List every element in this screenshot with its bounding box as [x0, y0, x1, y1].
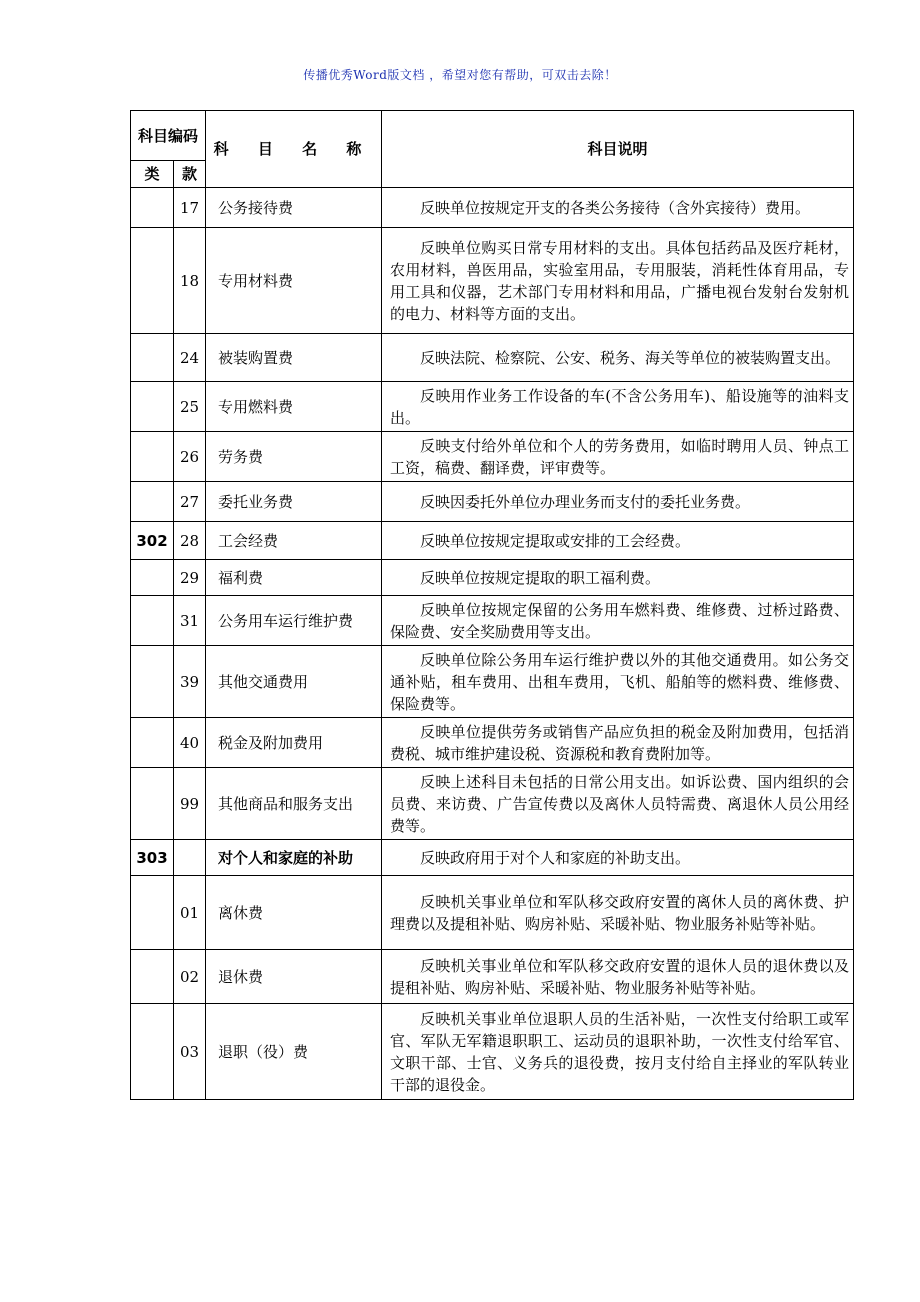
- class-code-cell: 302: [131, 522, 174, 560]
- class-code-cell: [131, 334, 174, 382]
- watermark-text: 传播优秀Word版文档 ，希望对您有帮助，可双击去除！: [303, 68, 617, 82]
- item-code-cell: 03: [174, 1004, 206, 1100]
- subject-name-cell: 公务接待费: [206, 188, 382, 228]
- item-code-cell: 01: [174, 876, 206, 950]
- class-code-cell: [131, 482, 174, 522]
- item-code-cell: 39: [174, 646, 206, 718]
- class-code-cell: [131, 876, 174, 950]
- item-code-cell: 25: [174, 382, 206, 432]
- subject-desc-cell: 反映单位购买日常专用材料的支出。具体包括药品及医疗耗材，农用材料，兽医用品，实验室用品，专用服装，消耗性体育用品，专用工具和仪器，艺术部门专用材料和用品，广播电视台发射台发射机的电力、材料等方面的支出。: [382, 228, 854, 334]
- name-header: 科 目 名 称: [206, 111, 382, 188]
- subject-desc-cell: 反映机关事业单位退职人员的生活补贴，一次性支付给职工或军官、军队无军籍退职职工、运动员的退职补助，一次性支付给军官、文职干部、士官、义务兵的退役费，按月支付给自主择业的军队转业干部的退役金。: [382, 1004, 854, 1100]
- table-row: [131, 188, 854, 228]
- subject-name-cell: 福利费: [206, 560, 382, 596]
- item-code-cell: 99: [174, 768, 206, 840]
- table-row: [131, 596, 854, 646]
- class-code-cell: 303: [131, 840, 174, 876]
- table-row: [131, 876, 854, 950]
- desc-header: 科目说明: [382, 111, 854, 188]
- subject-desc-cell: 反映法院、检察院、公安、税务、海关等单位的被装购置支出。: [382, 334, 854, 382]
- table-row: [131, 1004, 854, 1100]
- subject-desc-cell: 反映单位除公务用车运行维护费以外的其他交通费用。如公务交通补贴，租车费用、出租车费用，飞机、船舶等的燃料费、维修费、保险费等。: [382, 646, 854, 718]
- table-row: [131, 718, 854, 768]
- subject-name-cell: 退休费: [206, 950, 382, 1004]
- subject-name-cell: 其他交通费用: [206, 646, 382, 718]
- budget-subject-table: [130, 110, 854, 1100]
- table-row: [131, 646, 854, 718]
- class-code-cell: [131, 768, 174, 840]
- table-row: [131, 522, 854, 560]
- item-code-cell: 31: [174, 596, 206, 646]
- subject-desc-cell: 反映机关事业单位和军队移交政府安置的离休人员的离休费、护理费以及提租补贴、购房补贴、采暖补贴、物业服务补贴等补贴。: [382, 876, 854, 950]
- header-row-1: [131, 111, 854, 161]
- subject-desc-cell: 反映单位按规定保留的公务用车燃料费、维修费、过桥过路费、保险费、安全奖励费用等支出。: [382, 596, 854, 646]
- subject-name-cell: 委托业务费: [206, 482, 382, 522]
- subject-desc-cell: 反映机关事业单位和军队移交政府安置的退休人员的退休费以及提租补贴、购房补贴、采暖补贴、物业服务补贴等补贴。: [382, 950, 854, 1004]
- subject-name-cell: 被装购置费: [206, 334, 382, 382]
- table-row: [131, 560, 854, 596]
- subject-name-cell: 对个人和家庭的补助: [206, 840, 382, 876]
- table-row: [131, 482, 854, 522]
- item-code-cell: 18: [174, 228, 206, 334]
- subject-name-cell: 专用材料费: [206, 228, 382, 334]
- item-code-cell: 26: [174, 432, 206, 482]
- table-body: [131, 111, 854, 1100]
- subject-name-cell: 劳务费: [206, 432, 382, 482]
- table-row: [131, 382, 854, 432]
- subject-name-cell: 工会经费: [206, 522, 382, 560]
- subject-name-cell: 其他商品和服务支出: [206, 768, 382, 840]
- subject-desc-cell: 反映单位提供劳务或销售产品应负担的税金及附加费用，包括消费税、城市维护建设税、资源税和教育费附加等。: [382, 718, 854, 768]
- table-row: [131, 950, 854, 1004]
- subject-desc-cell: 反映单位按规定开支的各类公务接待（含外宾接待）费用。: [382, 188, 854, 228]
- item-header: 款: [174, 161, 206, 188]
- code-header: 科目编码: [131, 111, 206, 161]
- class-header: 类: [131, 161, 174, 188]
- class-code-cell: [131, 1004, 174, 1100]
- subject-desc-cell: 反映用作业务工作设备的车(不含公务用车)、船设施等的油料支出。: [382, 382, 854, 432]
- item-code-cell: 24: [174, 334, 206, 382]
- table-row: [131, 840, 854, 876]
- subject-name-cell: 离休费: [206, 876, 382, 950]
- item-code-cell: 40: [174, 718, 206, 768]
- class-code-cell: [131, 228, 174, 334]
- class-code-cell: [131, 718, 174, 768]
- item-code-cell: 17: [174, 188, 206, 228]
- subject-desc-cell: 反映因委托外单位办理业务而支付的委托业务费。: [382, 482, 854, 522]
- subject-desc-cell: 反映上述科目未包括的日常公用支出。如诉讼费、国内组织的会员费、来访费、广告宣传费以及离休人员特需费、离退休人员公用经费等。: [382, 768, 854, 840]
- table-row: [131, 432, 854, 482]
- class-code-cell: [131, 188, 174, 228]
- item-code-cell: [174, 840, 206, 876]
- subject-name-cell: 专用燃料费: [206, 382, 382, 432]
- class-code-cell: [131, 596, 174, 646]
- subject-name-cell: 公务用车运行维护费: [206, 596, 382, 646]
- class-code-cell: [131, 560, 174, 596]
- table-row: [131, 334, 854, 382]
- item-code-cell: 28: [174, 522, 206, 560]
- class-code-cell: [131, 950, 174, 1004]
- subject-desc-cell: 反映支付给外单位和个人的劳务费用，如临时聘用人员、钟点工工资，稿费、翻译费，评审费等。: [382, 432, 854, 482]
- table-row: [131, 768, 854, 840]
- item-code-cell: 29: [174, 560, 206, 596]
- subject-name-cell: 退职（役）费: [206, 1004, 382, 1100]
- subject-desc-cell: 反映单位按规定提取或安排的工会经费。: [382, 522, 854, 560]
- subject-desc-cell: 反映政府用于对个人和家庭的补助支出。: [382, 840, 854, 876]
- subject-desc-cell: 反映单位按规定提取的职工福利费。: [382, 560, 854, 596]
- table-row: [131, 228, 854, 334]
- class-code-cell: [131, 646, 174, 718]
- class-code-cell: [131, 432, 174, 482]
- subject-name-cell: 税金及附加费用: [206, 718, 382, 768]
- class-code-cell: [131, 382, 174, 432]
- item-code-cell: 02: [174, 950, 206, 1004]
- item-code-cell: 27: [174, 482, 206, 522]
